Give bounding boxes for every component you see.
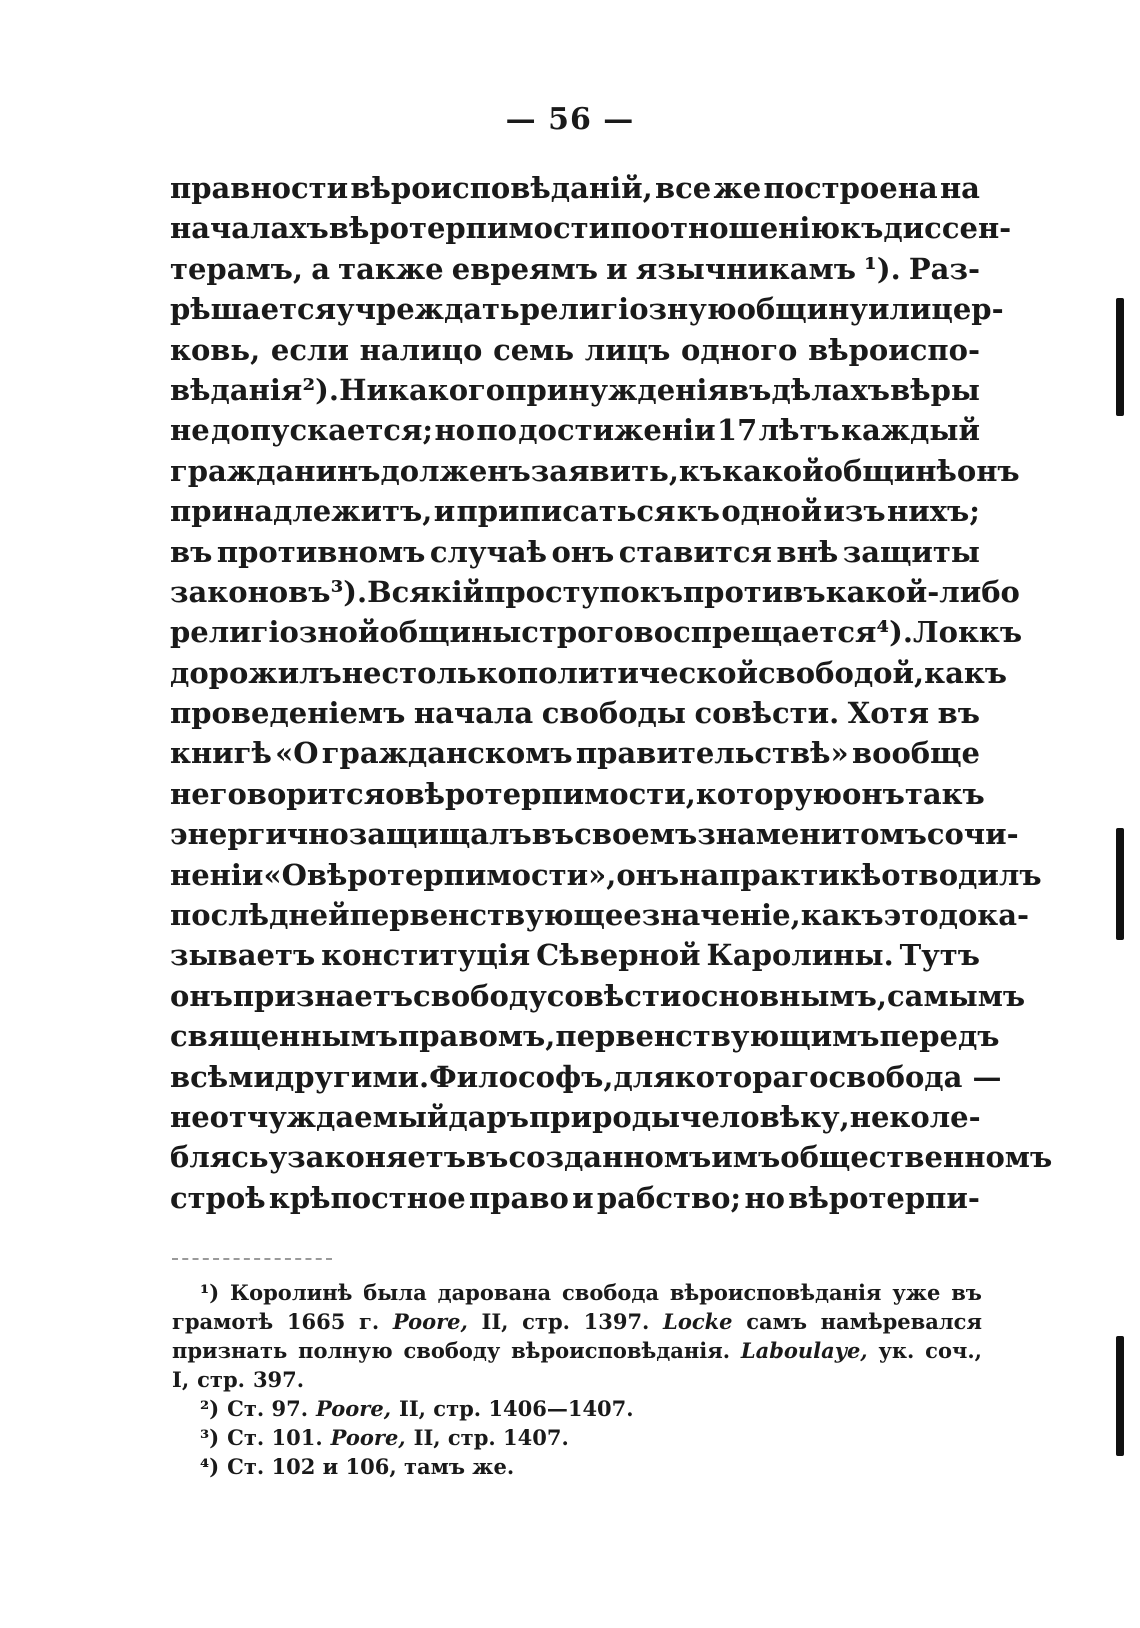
footnote-word: была — [363, 1280, 427, 1305]
footnote-line — [172, 1452, 982, 1481]
body-line — [170, 774, 985, 814]
body-word: случаѣ — [429, 534, 547, 569]
footnote-word: стр. — [522, 1309, 570, 1334]
footnote-word: свободу — [403, 1338, 501, 1363]
footnote-word: Locke — [663, 1309, 733, 1334]
body-word: язычникамъ — [635, 251, 856, 286]
body-word: ⁴). — [876, 615, 913, 650]
body-word: защиты — [842, 534, 980, 569]
footnote-text: Ст. 102 и 106, тамъ же. — [227, 1454, 515, 1479]
footnotes — [172, 1278, 982, 1481]
body-word: котораго — [674, 1059, 829, 1094]
footnote-marker: ²) — [200, 1396, 220, 1421]
footnote-word: соч., — [925, 1338, 982, 1363]
body-word: строго — [521, 615, 634, 650]
footnote-word: уже — [892, 1280, 941, 1305]
body-word: свободой, — [758, 655, 925, 690]
body-word: Каролины. — [706, 938, 894, 973]
body-word: и — [433, 494, 456, 529]
body-word: допускается; — [211, 413, 434, 448]
body-word: ковь, — [170, 332, 261, 367]
body-text — [170, 168, 1053, 1218]
footnote-separator — [172, 1258, 332, 1260]
footnote-word: стр. — [197, 1367, 245, 1392]
footnote-word: признать — [172, 1338, 288, 1363]
body-word: энергично — [170, 817, 349, 852]
body-word: совѣсти — [546, 978, 682, 1013]
body-word: все — [655, 171, 712, 205]
body-word: нихъ; — [887, 494, 980, 529]
body-word: ¹). — [864, 251, 901, 286]
footnote-word: I, — [172, 1367, 190, 1392]
body-word: въ — [937, 696, 980, 731]
footnote-line — [172, 1394, 982, 1423]
body-word: принадлежитъ, — [170, 494, 433, 529]
footnote-line — [172, 1278, 982, 1307]
body-word: вѣротерпимости, — [404, 776, 696, 811]
body-line — [170, 289, 1004, 329]
body-word: человѣку, — [680, 1099, 850, 1134]
body-word: ²). — [302, 372, 339, 407]
body-word: рѣшается — [170, 292, 337, 327]
body-word: онъ — [170, 978, 233, 1013]
footnote-reference: II, стр. 1407. — [413, 1425, 569, 1450]
body-word: право — [469, 1180, 569, 1215]
body-word: религіозной — [170, 615, 380, 650]
body-word: но — [434, 413, 476, 448]
body-word: семь — [493, 332, 575, 367]
body-word: основнымъ, — [681, 978, 888, 1013]
body-word: общины — [379, 615, 522, 650]
body-word: цер- — [931, 292, 1004, 327]
body-word: свободу — [413, 978, 547, 1013]
body-word: отношенію — [650, 211, 841, 246]
body-word: онъ — [842, 776, 905, 811]
body-line — [170, 532, 980, 572]
body-word: передъ — [879, 1019, 1000, 1054]
body-word: зываетъ — [170, 938, 316, 973]
body-word: и — [572, 1180, 594, 1215]
body-word: свобода — — [828, 1059, 1002, 1094]
footnote-source: Poore, — [316, 1396, 392, 1421]
footnote-word: вѣроисповѣданія — [669, 1280, 882, 1305]
page-number: — 56 — — [505, 102, 635, 137]
body-word: въ — [170, 534, 213, 569]
body-word: совѣсти. — [694, 696, 840, 731]
scan-edge-mark — [1116, 828, 1124, 940]
body-line — [170, 1057, 1002, 1097]
body-word: это — [883, 898, 939, 933]
body-word: книгѣ — [170, 736, 272, 771]
body-word: «О — [263, 857, 307, 892]
body-word: защищалъ — [348, 817, 532, 852]
body-word: строѣ — [170, 1180, 266, 1215]
body-word: такъ — [904, 776, 985, 811]
body-word: практикѣ — [719, 857, 882, 892]
body-word: вѣданія — [170, 372, 303, 407]
footnote-word: вѣроисповѣданія. — [511, 1338, 731, 1363]
body-word: столько — [381, 655, 517, 690]
body-word: каждый — [841, 413, 980, 448]
body-word: свободы — [541, 696, 686, 731]
footnote-word: ук. — [878, 1338, 915, 1363]
body-line — [170, 168, 980, 208]
body-line — [170, 330, 980, 370]
body-word: гражданинъ — [170, 453, 381, 488]
body-word: къ — [676, 494, 720, 529]
body-word: Всякій — [367, 574, 485, 609]
body-word: вообще — [851, 736, 980, 771]
body-word: религіозную — [519, 292, 737, 327]
body-word: законовъ — [170, 574, 331, 609]
footnote-word: 1665 — [286, 1309, 346, 1334]
body-word: приписаться — [456, 494, 676, 529]
footnote-word: намѣревался — [820, 1309, 982, 1334]
body-word: самымъ — [887, 978, 1026, 1013]
body-word: Никакого — [339, 372, 506, 407]
body-word: вѣротерпимости — [328, 211, 611, 246]
body-word: неотчуждаемый — [170, 1099, 449, 1134]
body-line — [170, 693, 980, 733]
body-word: неніи — [170, 857, 264, 892]
body-word: знаменитомъ — [697, 817, 927, 852]
body-word: началахъ — [170, 211, 329, 246]
body-word: на — [939, 171, 980, 205]
body-line — [170, 249, 980, 289]
body-word: терамъ, — [170, 251, 304, 286]
scan-edge-mark — [1116, 298, 1124, 416]
body-word: для — [613, 1059, 675, 1094]
body-word: также — [338, 251, 444, 286]
body-word: же — [713, 171, 762, 205]
body-word: налицо — [359, 332, 483, 367]
body-word: крѣпостное — [268, 1180, 466, 1215]
body-word: всѣми — [170, 1059, 275, 1094]
body-word: въ — [531, 817, 575, 852]
body-word: проведеніемъ — [170, 696, 406, 731]
body-line — [170, 653, 1008, 693]
body-word: евреямъ — [451, 251, 598, 286]
footnote-line — [172, 1365, 982, 1394]
body-word: вѣроиспо- — [808, 332, 980, 367]
footnote-marker: ¹) — [200, 1280, 220, 1305]
body-line — [170, 814, 1019, 854]
body-word: созданномъ — [508, 1140, 712, 1175]
body-word: какъ — [924, 655, 1008, 690]
footnote-word: полную — [298, 1338, 393, 1363]
body-word: онъ — [551, 534, 615, 569]
body-word: и — [606, 251, 628, 286]
footnote-word: г. — [358, 1309, 380, 1334]
body-word: другими. — [274, 1059, 430, 1094]
body-word: на — [679, 857, 720, 892]
body-word: правомъ, — [398, 1019, 556, 1054]
body-word: построена — [763, 171, 938, 205]
footnote-word: грамотѣ — [172, 1309, 274, 1334]
body-word: правности — [170, 171, 349, 205]
body-word: вѣры — [890, 372, 980, 407]
body-line — [170, 855, 1042, 895]
body-word: политической — [516, 655, 758, 690]
body-word: общину — [736, 292, 868, 327]
body-line — [170, 410, 980, 450]
body-line — [170, 935, 980, 975]
body-word: ³). — [330, 574, 368, 609]
body-word: не — [849, 1099, 890, 1134]
footnote-word: самъ — [746, 1309, 807, 1334]
footnote-marker: ³) — [200, 1425, 220, 1450]
body-word: гражданскомъ — [321, 736, 573, 771]
body-line — [170, 895, 1030, 935]
body-word: какой — [722, 453, 824, 488]
body-word: одной — [721, 494, 823, 529]
body-word: начала — [413, 696, 534, 731]
body-word: узаконяетъ — [268, 1140, 467, 1175]
body-word: или — [867, 292, 932, 327]
body-word: которую — [695, 776, 843, 811]
body-word: первенствующее — [349, 898, 642, 933]
body-word: заявить, — [530, 453, 679, 488]
body-word: достиженіи — [518, 413, 716, 448]
body-word: вѣротерпи- — [788, 1180, 980, 1215]
body-word: рабство; — [596, 1180, 742, 1215]
body-word: если — [270, 332, 349, 367]
body-word: дорожилъ — [170, 655, 342, 690]
body-word: по — [476, 413, 517, 448]
footnote-source: Poore, — [330, 1425, 406, 1450]
body-word: конституція — [321, 938, 531, 973]
body-word: имъ — [711, 1140, 781, 1175]
footnote-line — [172, 1423, 982, 1452]
body-word: Сѣверной — [536, 938, 701, 973]
footnote-word: II, — [481, 1309, 509, 1334]
body-word: отводилъ — [881, 857, 1042, 892]
body-word: въ — [728, 372, 772, 407]
footnote-word: Poore, — [392, 1309, 468, 1334]
body-word: «О — [275, 736, 319, 771]
body-word: о — [385, 776, 405, 811]
body-word: общественномъ — [780, 1140, 1053, 1175]
body-word: природы — [529, 1099, 681, 1134]
body-word: какъ — [800, 898, 884, 933]
body-word: какой-либо — [825, 574, 1020, 609]
body-line — [170, 1178, 980, 1218]
body-word: блясь — [170, 1140, 269, 1175]
body-line — [170, 451, 1020, 491]
footnote-line — [172, 1307, 982, 1336]
footnote-text: Ст. 101. — [227, 1425, 323, 1450]
body-word: онъ — [616, 857, 680, 892]
body-word: Философъ, — [429, 1059, 614, 1094]
body-word: признаетъ — [232, 978, 414, 1013]
body-word: одного — [681, 332, 798, 367]
body-word: Локкъ — [912, 615, 1023, 650]
body-line — [170, 370, 980, 410]
body-word: священнымъ — [170, 1019, 399, 1054]
body-line — [170, 208, 1012, 248]
body-word: Раз- — [908, 251, 980, 286]
body-word: но — [744, 1180, 786, 1215]
footnote-word: 397. — [252, 1367, 305, 1392]
body-line — [170, 491, 980, 531]
body-word: общинѣ — [823, 453, 957, 488]
body-word: послѣдней — [170, 898, 350, 933]
body-line — [170, 612, 1023, 652]
body-word: ставится — [618, 534, 772, 569]
body-word: лѣтъ — [758, 413, 840, 448]
body-word: 17 — [716, 413, 758, 448]
body-word: а — [311, 251, 330, 286]
body-line — [170, 1016, 1000, 1056]
footnote-word: въ — [951, 1280, 982, 1305]
footnote-word: Королинѣ — [230, 1280, 353, 1305]
body-word: проступокъ — [484, 574, 683, 609]
footnote-word: 1397. — [583, 1309, 650, 1334]
body-word: дѣлахъ — [771, 372, 890, 407]
footnote-text: Ст. 97. — [227, 1396, 309, 1421]
body-word: внѣ — [776, 534, 839, 569]
body-word: коле- — [889, 1099, 981, 1134]
body-word: не — [341, 655, 382, 690]
body-word: лицъ — [584, 332, 671, 367]
body-word: правительствѣ» — [575, 736, 849, 771]
body-word: воспрещается — [633, 615, 877, 650]
footnote-line — [172, 1336, 982, 1365]
body-line — [170, 572, 1020, 612]
body-word: въ — [466, 1140, 509, 1175]
body-word: принужденія — [505, 372, 729, 407]
body-line — [170, 1137, 1053, 1177]
body-word: значеніе, — [641, 898, 801, 933]
body-line — [170, 1097, 980, 1137]
body-word: учреждать — [336, 292, 520, 327]
body-word: къ — [840, 211, 884, 246]
footnote-word: свобода — [561, 1280, 659, 1305]
scan-edge-mark — [1116, 1336, 1124, 1456]
body-line — [170, 976, 1026, 1016]
body-word: диссен- — [883, 211, 1012, 246]
body-word: вѣроисповѣданій, — [350, 171, 653, 205]
body-word: дока- — [938, 898, 1030, 933]
body-word: не — [170, 776, 210, 811]
footnote-marker: ⁴) — [200, 1454, 220, 1479]
body-word: говорится — [209, 776, 386, 811]
body-word: по — [610, 211, 651, 246]
body-line — [170, 733, 980, 773]
footnote-reference: II, стр. 1406—1407. — [399, 1396, 634, 1421]
body-word: долженъ — [380, 453, 531, 488]
body-word: первенствующимъ — [555, 1019, 880, 1054]
body-word: къ — [678, 453, 723, 488]
body-word: противъ — [682, 574, 826, 609]
body-word: Тутъ — [899, 938, 980, 973]
footnote-word: дарована — [437, 1280, 552, 1305]
body-word: Хотя — [847, 696, 930, 731]
body-word: сочи- — [926, 817, 1019, 852]
footnote-word: Laboulaye, — [740, 1338, 868, 1363]
body-word: не — [170, 413, 210, 448]
body-word: своемъ — [574, 817, 698, 852]
body-word: изъ — [823, 494, 886, 529]
body-word: противномъ — [216, 534, 426, 569]
body-word: онъ — [956, 453, 1020, 488]
body-word: даръ — [448, 1099, 530, 1134]
body-word: вѣротерпимости», — [306, 857, 617, 892]
